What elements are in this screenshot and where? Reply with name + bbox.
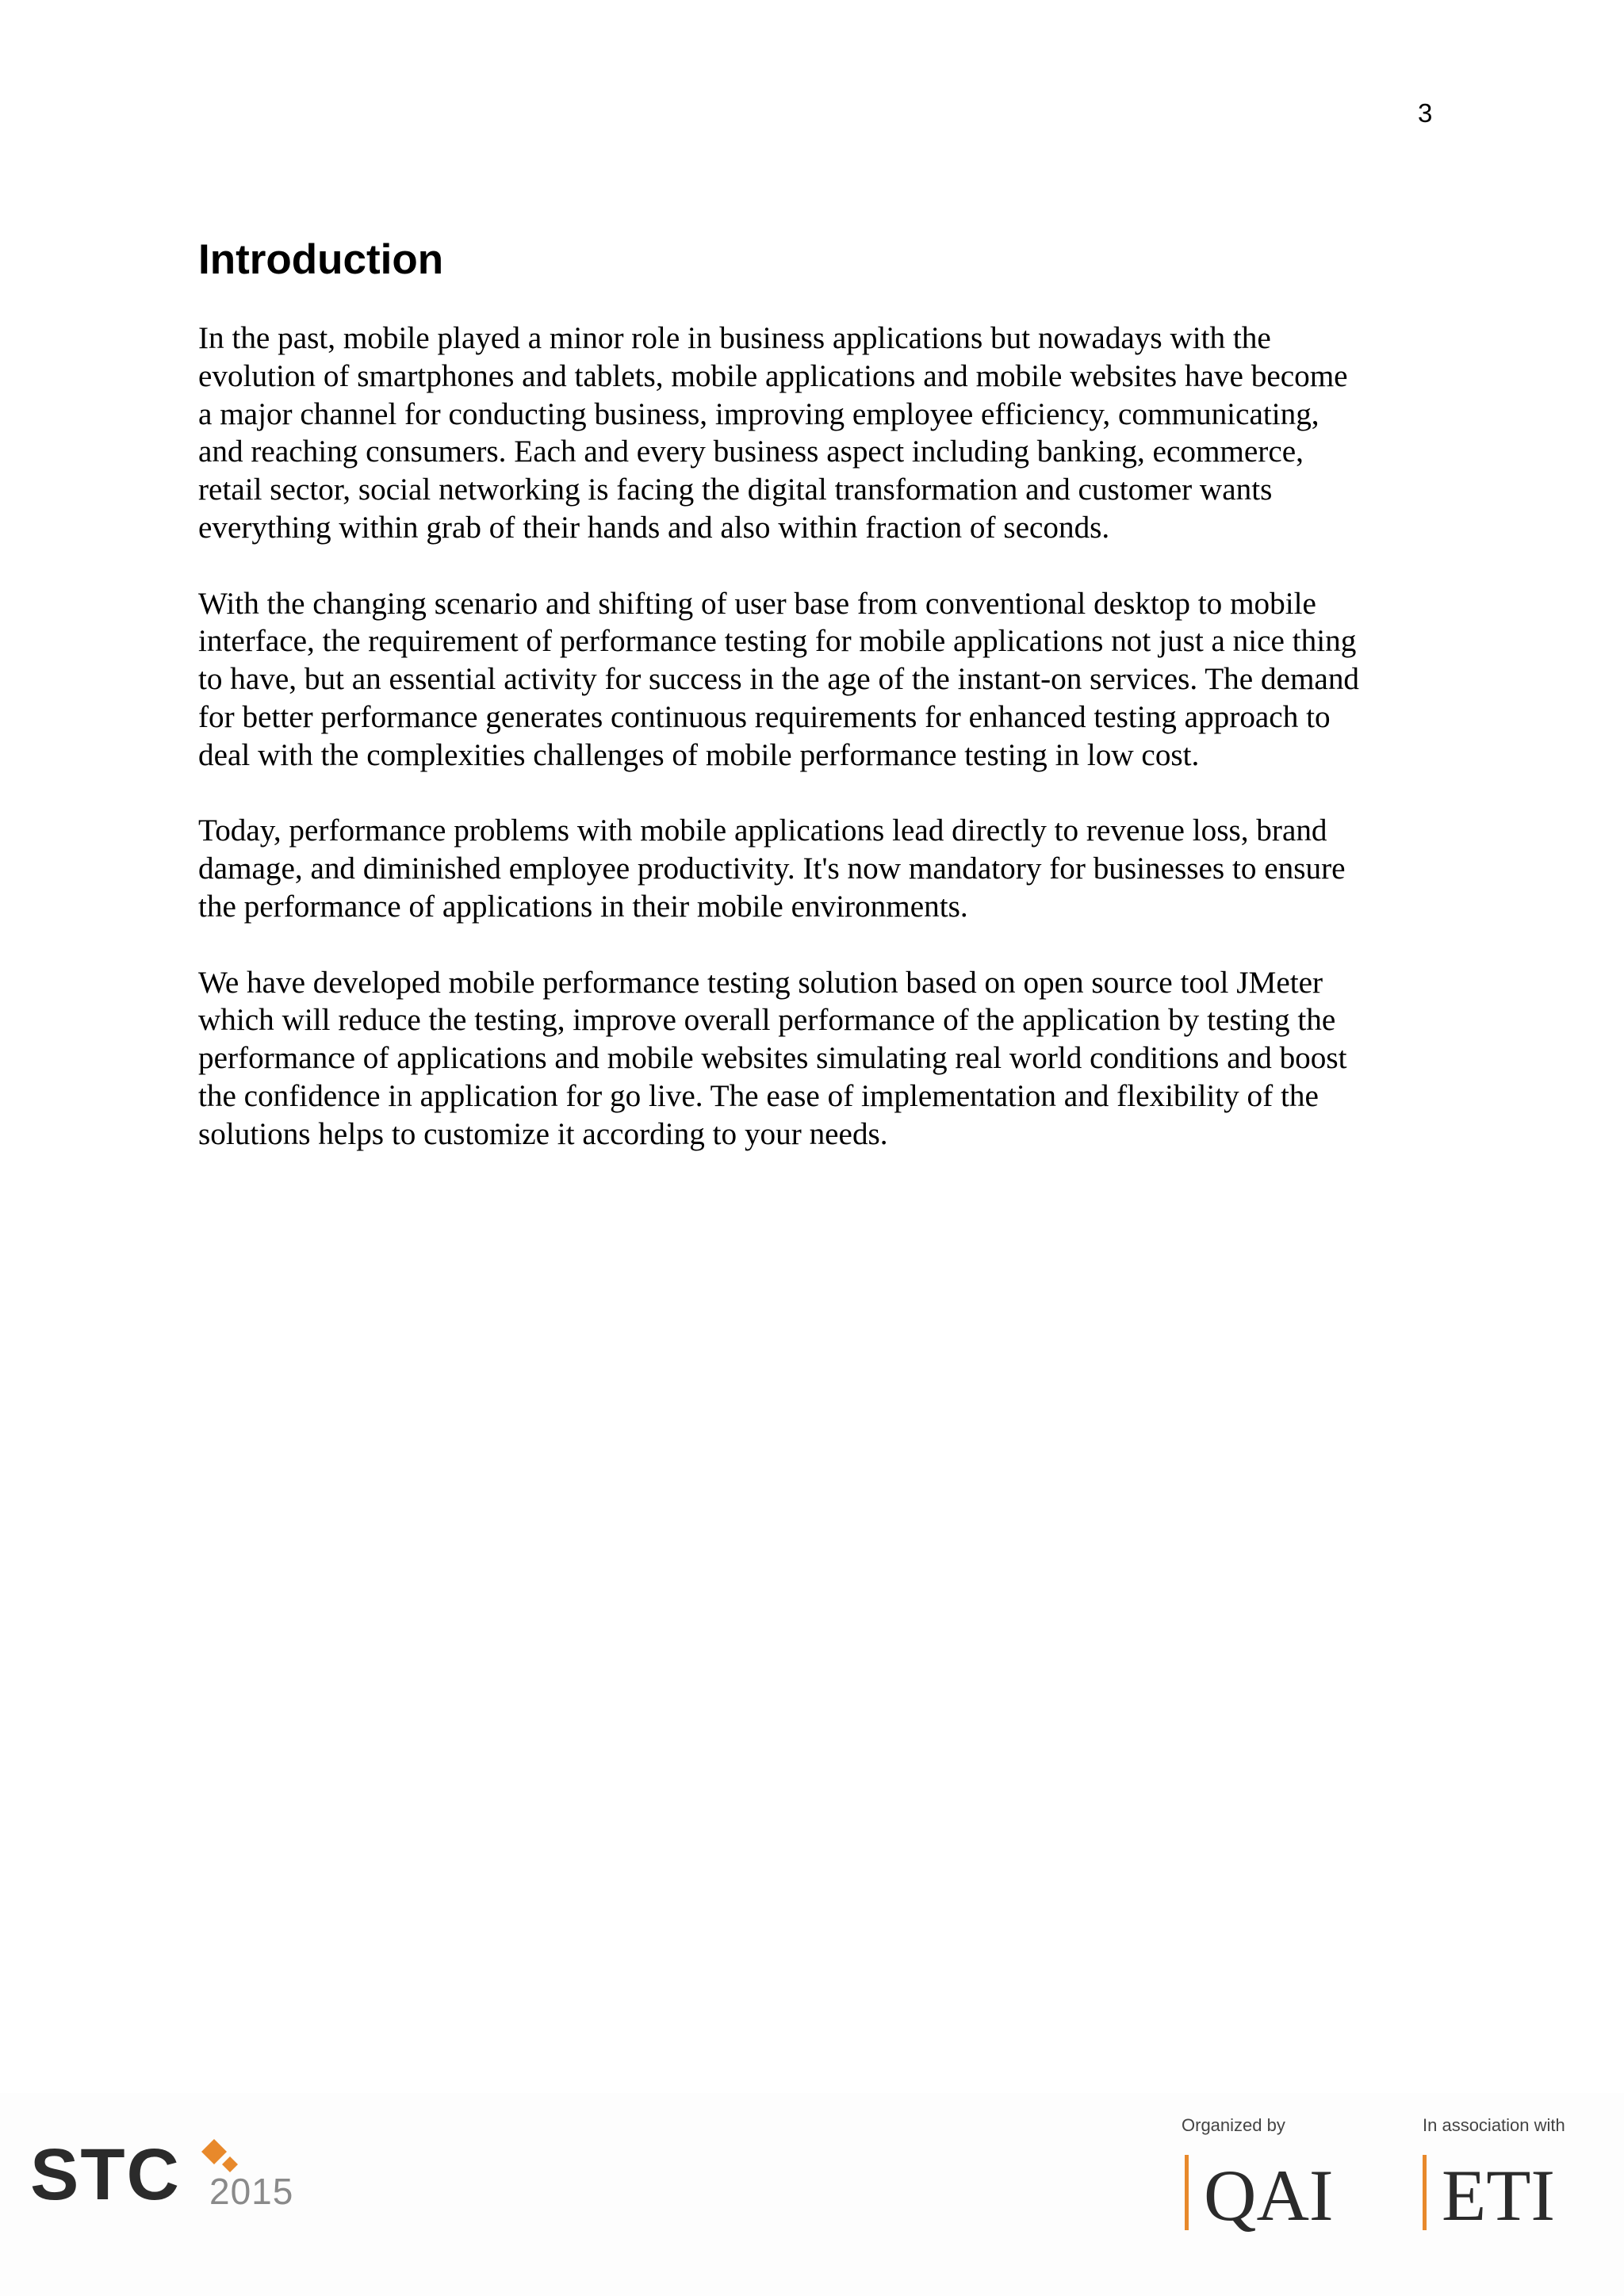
paragraph (198, 812, 1435, 925)
paragraph-line: to have, but an essential activity for success in the age of the instant-on services. The demand (198, 662, 1360, 697)
diamond-icon (201, 2139, 238, 2172)
paragraph-line: solutions helps to customize it according to your needs. (198, 1116, 888, 1151)
document-body (198, 234, 1435, 1191)
paragraph (198, 585, 1435, 775)
paragraph-line: and reaching consumers. Each and every business aspect including banking, ecommerce, (198, 434, 1304, 469)
paragraph-line: for better performance generates continuous requirements for enhanced testing approach to (198, 699, 1331, 734)
paragraph-list (198, 320, 1435, 1154)
section-heading: Introduction (198, 236, 444, 283)
paragraph-line: damage, and diminished employee productivity. It's now mandatory for businesses to ensure (198, 851, 1346, 886)
stc-logo-text: STC (30, 2134, 181, 2212)
paragraph-line: In the past, mobile played a minor role in business applications but nowadays with the (198, 321, 1271, 355)
paragraph-line: interface, the requirement of performance testing for mobile applications not just a nice thing (198, 624, 1357, 659)
stc-2015-logo (30, 2133, 316, 2212)
organized-by-label: Organized by (1182, 2115, 1285, 2135)
paragraph-line: performance of applications and mobile websites simulating real world conditions and boost (198, 1041, 1347, 1076)
eti-logo-text: ETI (1442, 2155, 1556, 2236)
qai-divider (1185, 2155, 1189, 2230)
paragraph-line: the confidence in application for go live. The ease of implementation and flexibility of the (198, 1078, 1319, 1113)
paragraph-line: the performance of applications in their mobile environments. (198, 889, 968, 924)
paragraph-line: retail sector, social networking is facing the digital transformation and customer wants (198, 473, 1273, 507)
association-label: In association with (1423, 2115, 1565, 2135)
paragraph-line: We have developed mobile performance testing solution based on open source tool JMeter (198, 965, 1323, 1000)
page-number: 3 (1418, 98, 1433, 128)
paragraph-line: Today, performance problems with mobile applications lead directly to revenue loss, brand (198, 813, 1327, 848)
eti-divider (1423, 2155, 1427, 2230)
paragraph (198, 320, 1435, 547)
paragraph-line: With the changing scenario and shifting of user base from conventional desktop to mobile (198, 586, 1316, 621)
organizer-logos (1175, 2109, 1603, 2236)
stc-logo-year: 2015 (209, 2171, 294, 2212)
paragraph-line: a major channel for conducting business, improving employee efficiency, communicating, (198, 396, 1320, 431)
paragraph-line: deal with the complexities challenges of mobile performance testing in low cost. (198, 737, 1200, 772)
paragraph-line: evolution of smartphones and tablets, mobile applications and mobile websites have become (198, 358, 1348, 393)
paragraph-line: everything within grab of their hands and also within fraction of seconds. (198, 510, 1110, 545)
paragraph-line: which will reduce the testing, improve overall performance of the application by testing the (198, 1003, 1336, 1038)
paragraph (198, 964, 1435, 1154)
qai-logo-text: QAI (1204, 2155, 1334, 2236)
